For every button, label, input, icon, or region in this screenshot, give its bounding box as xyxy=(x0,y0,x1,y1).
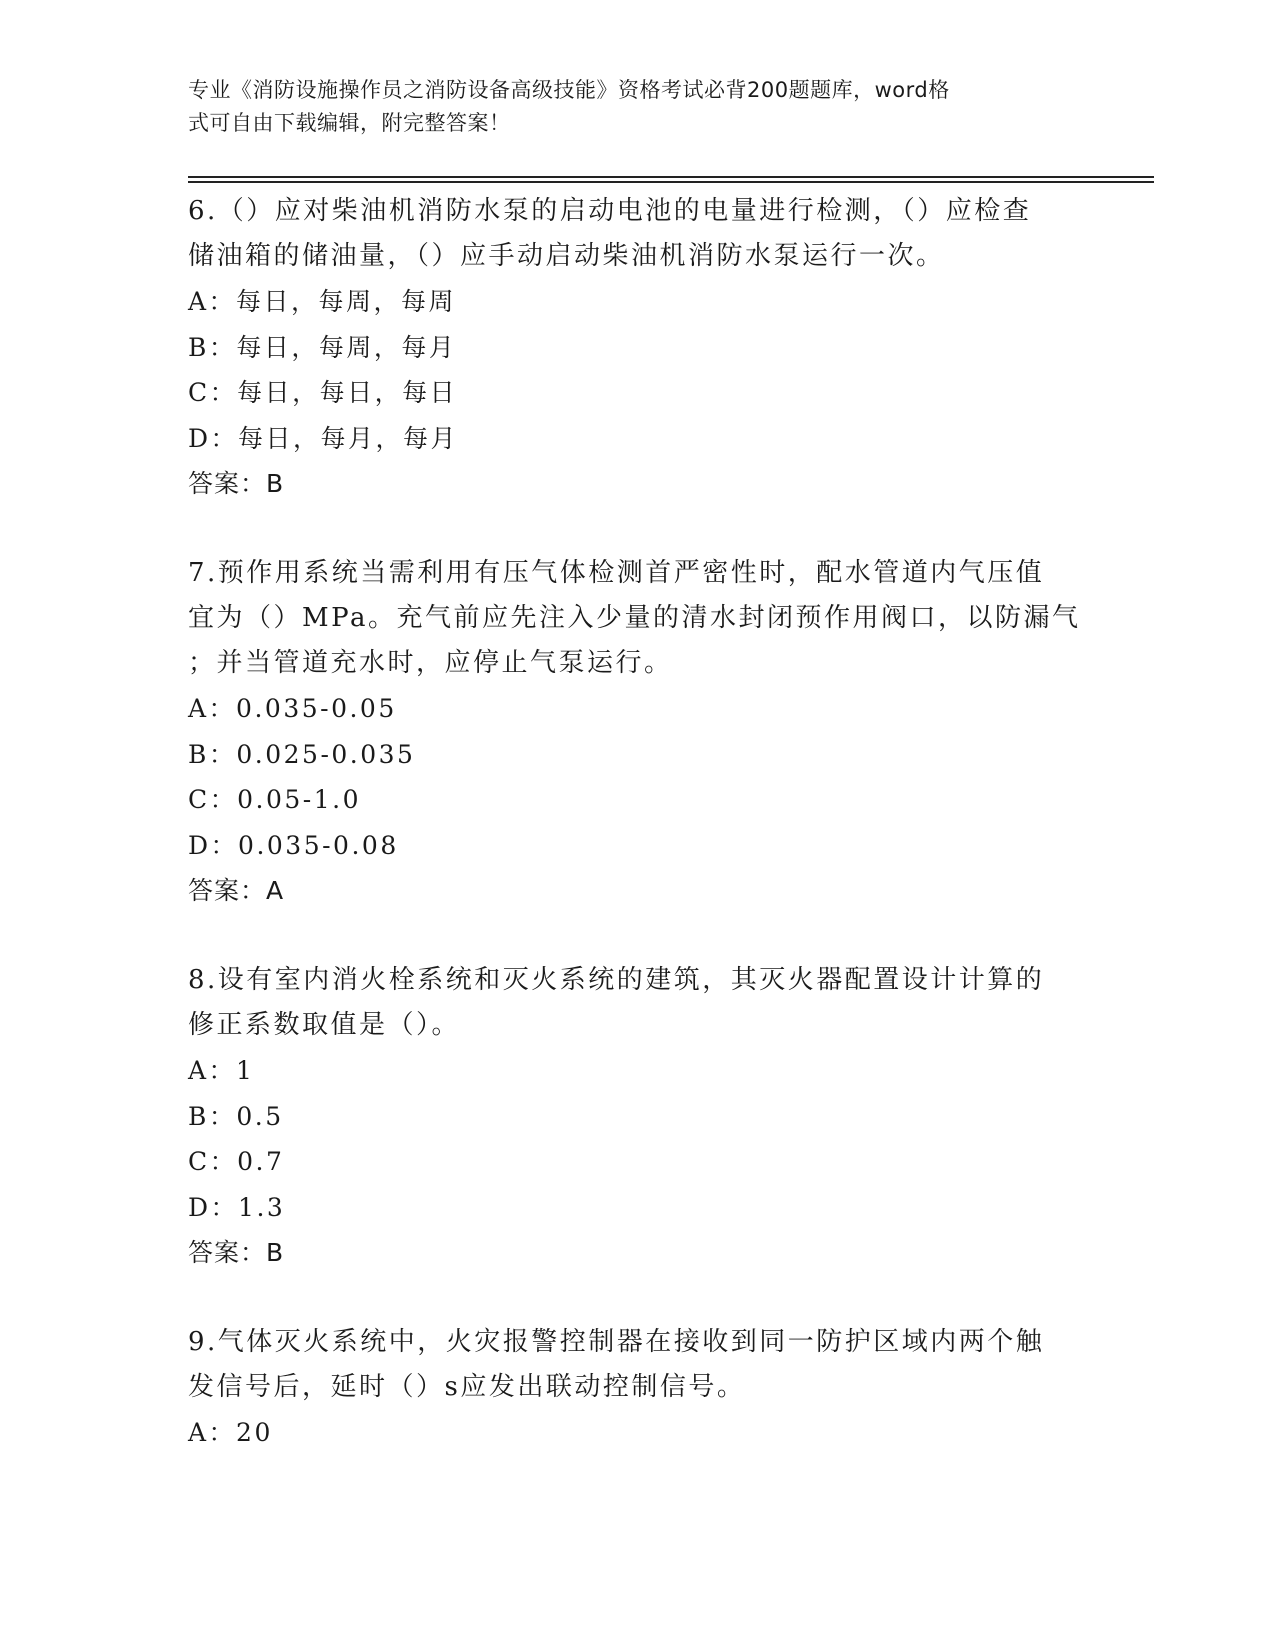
question-text-line: 发信号后，延时（）s应发出联动控制信号。 xyxy=(188,1372,746,1402)
option-a: A：1 xyxy=(188,1056,255,1085)
answer: 答案：A xyxy=(188,876,285,905)
question-9 xyxy=(188,1320,1088,1456)
question-7 xyxy=(188,551,1088,913)
header-line-1: 专业《消防设施操作员之消防设备高级技能》资格考试必背200题题库，word格 xyxy=(188,78,950,102)
option-b: B：0.5 xyxy=(188,1101,284,1131)
option-c: C：0.05-1.0 xyxy=(188,785,361,814)
question-text-line: 修正系数取值是（）。 xyxy=(188,1010,461,1040)
question-text-line: 宜为（）MPa。充气前应先注入少量的清水封闭预作用阀口，以防漏气 xyxy=(188,603,1081,633)
header-divider-top xyxy=(188,176,1154,178)
header-line-2: 式可自由下载编辑，附完整答案！ xyxy=(188,111,511,135)
question-text-line: 6.（）应对柴油机消防水泵的启动电池的电量进行检测，（）应检查 xyxy=(188,196,1032,226)
question-text-line: 储油箱的储油量，（）应手动启动柴油机消防水泵运行一次。 xyxy=(188,241,945,271)
question-text-line: 9.气体灭火系统中，火灾报警控制器在接收到同一防护区域内两个触 xyxy=(188,1327,1045,1357)
option-d: D：1.3 xyxy=(188,1192,286,1222)
question-8 xyxy=(188,958,1088,1275)
option-b: B：0.025-0.035 xyxy=(188,739,416,769)
option-a: A：20 xyxy=(188,1418,273,1447)
header-divider-bottom xyxy=(188,181,1154,183)
option-a: A：0.035-0.05 xyxy=(188,694,397,723)
question-text-line: 7.预作用系统当需利用有压气体检测首严密性时，配水管道内气压值 xyxy=(188,558,1045,588)
option-d: D：每日，每月，每月 xyxy=(188,423,459,453)
document-header xyxy=(188,74,1068,140)
answer: 答案：B xyxy=(188,469,285,498)
option-a: A：每日，每周，每周 xyxy=(188,287,457,316)
question-list xyxy=(188,189,1088,1501)
option-d: D：0.035-0.08 xyxy=(188,830,399,860)
option-c: C：0.7 xyxy=(188,1147,285,1176)
option-c: C：每日，每日，每日 xyxy=(188,378,458,407)
question-6 xyxy=(188,189,1088,506)
answer: 答案：B xyxy=(188,1238,285,1267)
question-text-line: 8.设有室内消火栓系统和灭火系统的建筑，其灭火器配置设计计算的 xyxy=(188,965,1045,995)
question-text-line: ；并当管道充水时，应停止气泵运行。 xyxy=(188,648,673,678)
option-b: B：每日，每周，每月 xyxy=(188,332,457,362)
